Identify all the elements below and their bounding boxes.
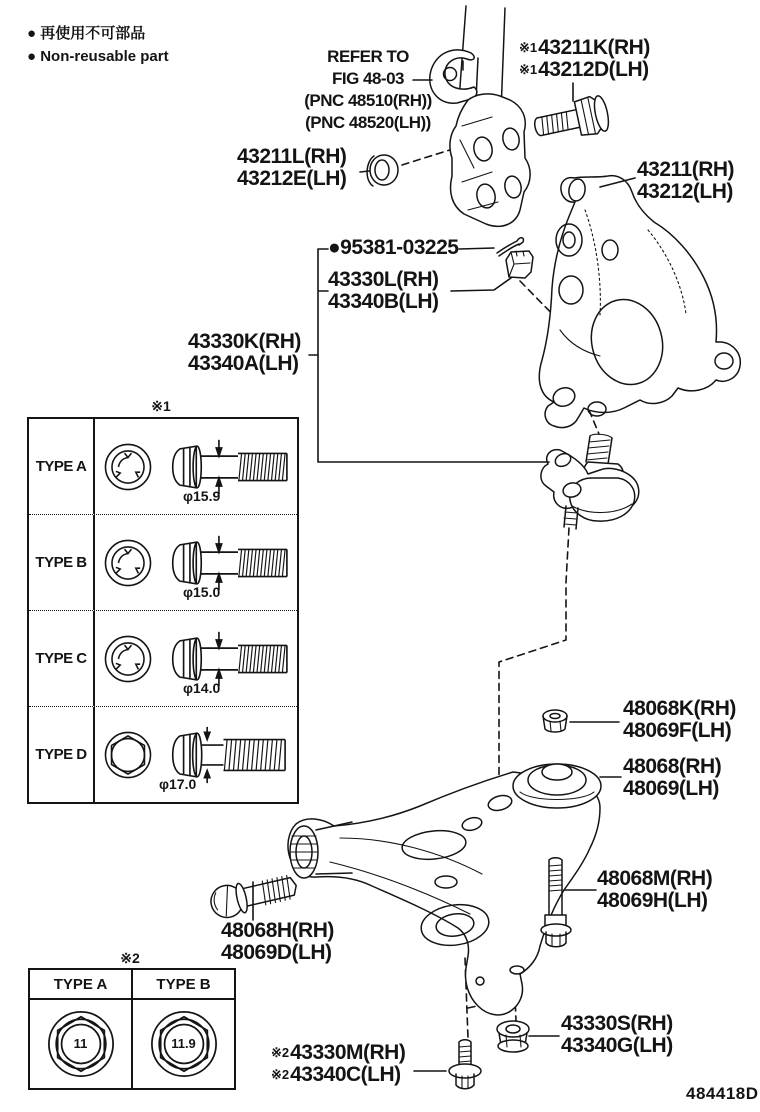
part-number: ※243340C(LH): [271, 1063, 401, 1086]
part-number: 48068K(RH): [623, 697, 736, 720]
bolt-type-label: TYPE C: [29, 611, 95, 706]
part-number: 43330L(RH): [328, 268, 439, 291]
nut-type-label: TYPE A: [30, 970, 133, 998]
bolt-type-label: TYPE A: [29, 419, 95, 514]
bolt-type-label: TYPE D: [29, 707, 95, 802]
part-number: ●95381-03225: [328, 236, 459, 259]
arm-front-nut-drawing: [543, 710, 567, 732]
strut-bracket: [450, 94, 530, 226]
bolt-diameter: φ15.9: [183, 488, 221, 504]
strut-bolt-drawing: [531, 94, 611, 147]
bolt-side-view: [159, 726, 297, 784]
ball-joint-bolt-drawing: [449, 1040, 481, 1089]
part-number: 48069F(LH): [623, 719, 732, 742]
part-number: 43212(LH): [637, 180, 733, 203]
bolt-table-row: [29, 611, 297, 707]
nut-table-body: [30, 1000, 234, 1088]
bolt-side-view: [159, 534, 297, 592]
bolt-type-label: TYPE B: [29, 515, 95, 610]
part-number: 48069(LH): [623, 777, 719, 800]
bolt-table-row: [29, 707, 297, 802]
callout-strut-bolt: [519, 37, 650, 81]
strut-nut-drawing: [367, 155, 398, 186]
callout-ball-joint-nut: [328, 269, 439, 313]
nut-type-label: TYPE B: [156, 975, 211, 993]
nut-table-header: [30, 970, 234, 1000]
part-number: 43340A(LH): [188, 352, 299, 375]
callout-cotter-pin: [328, 237, 458, 259]
part-number: 48068(RH): [623, 755, 722, 778]
callout-stabilizer-nut: [561, 1013, 673, 1057]
callout-lower-arm: [623, 756, 721, 800]
callout-knuckle: [637, 159, 734, 203]
bolt-drawing-cell: [95, 707, 297, 802]
ball-joint-drawing: [541, 434, 639, 529]
bolt-diameter: φ14.0: [183, 680, 221, 696]
part-number: ※243330M(RH): [271, 1041, 406, 1064]
lower-arm-drawing: [288, 764, 601, 1015]
callout-arm-front-nut: [623, 698, 736, 742]
bolt-diameter: φ15.0: [183, 584, 221, 600]
part-number: 48068H(RH): [221, 919, 334, 942]
part-number: 43211(RH): [637, 158, 735, 181]
figure-code: 484418D: [686, 1084, 759, 1103]
bolt-drawing-cell: [95, 419, 297, 514]
part-number: 43340B(LH): [328, 290, 439, 313]
bolt-front-view: [102, 729, 154, 781]
bolt-drawing-cell: [95, 515, 297, 610]
bolt-front-view: [102, 441, 154, 493]
stabilizer-nut-drawing: [497, 1021, 529, 1052]
part-number: 43330K(RH): [188, 330, 301, 353]
part-number: 43340G(LH): [561, 1034, 673, 1057]
legend-jp: ● 再使用不可部品: [27, 25, 146, 42]
castle-nut-drawing: [506, 251, 533, 278]
nut-size: 11: [73, 1036, 88, 1051]
knuckle-drawing: [539, 176, 740, 428]
bolt-table-marker: ※1: [151, 398, 171, 414]
bolt-table-row: [29, 515, 297, 611]
bolt-table-row: [29, 419, 297, 515]
bolt-front-view: [102, 633, 154, 685]
callout-ball-joint-bolt: [271, 1042, 405, 1086]
bolt-side-view: [159, 630, 297, 688]
nut-variants-table: [28, 968, 236, 1090]
part-number: 43211L(RH): [237, 145, 347, 168]
nut-table-marker: ※2: [120, 950, 140, 966]
nut-size: 11.9: [171, 1036, 196, 1051]
bolt-drawing-cell: [95, 611, 297, 706]
bolt-variants-table: [27, 417, 299, 804]
part-number: 48069H(LH): [597, 889, 708, 912]
legend: [27, 22, 169, 68]
bolt-side-view: [159, 438, 297, 496]
bolt-diameter: φ17.0: [159, 776, 197, 792]
nut-drawing-cell: [133, 1000, 234, 1088]
part-number: ※143212D(LH): [519, 58, 649, 81]
part-number: ※143211K(RH): [519, 36, 650, 59]
callout-strut-nut: [237, 146, 346, 190]
nut-drawing-cell: [30, 1000, 133, 1088]
callout-arm-front-bolt: [597, 868, 712, 912]
bolt-front-view: [102, 537, 154, 589]
part-number: 43330S(RH): [561, 1012, 673, 1035]
part-number: 48069D(LH): [221, 941, 332, 964]
legend-en: ● Non-reusable part: [27, 48, 169, 65]
part-number: 48068M(RH): [597, 867, 713, 890]
part-number: 43212E(LH): [237, 167, 347, 190]
callout-arm-rear-bolt: [221, 920, 334, 964]
callout-ball-joint: [188, 331, 301, 375]
callout-refer-fig: REFER TO FIG 48-03 (PNC 48510(RH)) (PNC 48520(LH)): [304, 47, 432, 132]
